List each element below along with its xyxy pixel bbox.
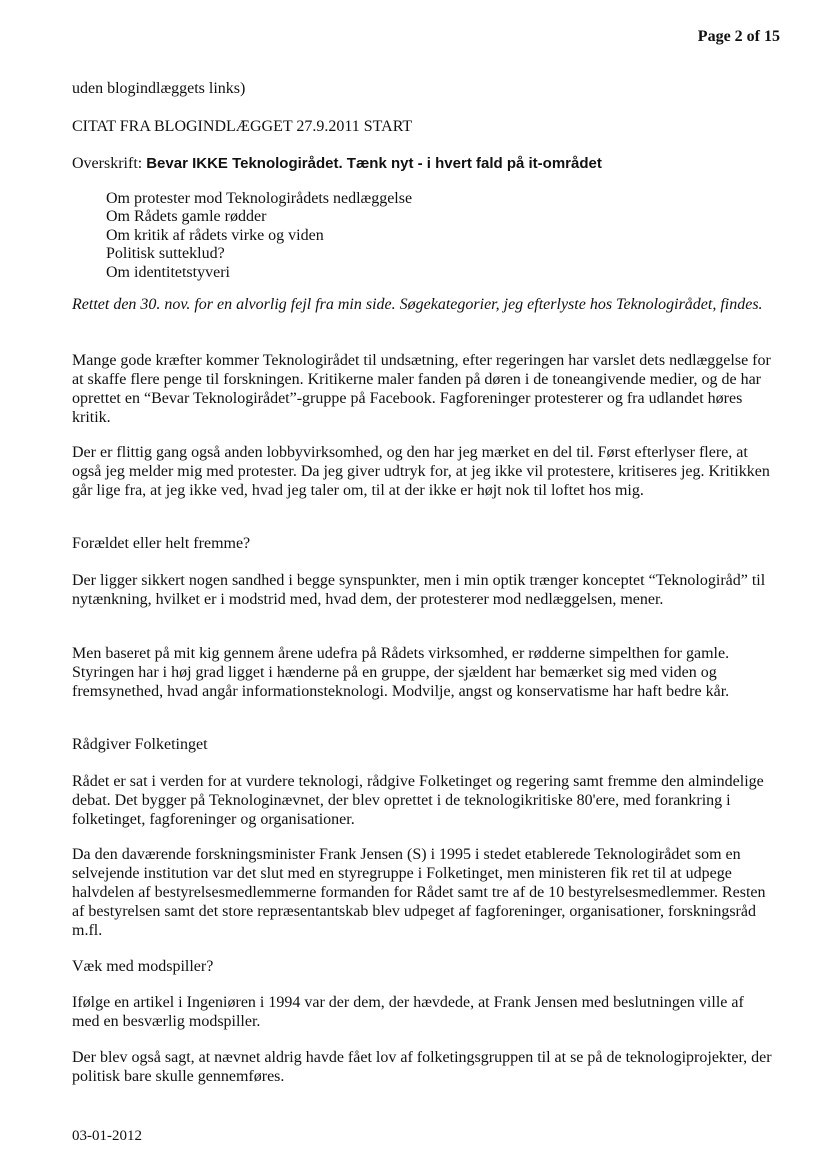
intro-line: uden blogindlæggets links): [72, 80, 246, 97]
paragraph: Der er flittig gang også anden lobbyvirksomhed, og den har jeg mærket en del til. Først efterlyser flere, at også jeg melder mig med protester. Da jeg giver udtryk for, at jeg ikke vil protestere, kritiseres jeg. Kritikken går lige fra, at jeg ikke ved, hvad jeg taler om, til at der ikke er højt nok til loftet hos mig.: [72, 444, 770, 499]
section-heading: Forældet eller helt fremme?: [72, 535, 251, 552]
topic-link[interactable]: Om Rådets gamle rødder: [106, 208, 267, 226]
page-number: Page 2 of 15: [697, 28, 780, 45]
paragraph: Rådet er sat i verden for at vurdere teknologi, rådgive Folketinget og regering samt fremme den almindelige debat. Det bygger på Teknologinævnet, der blev oprettet i de teknologikritiske 80'ere, med forankring i folketinget, fagforeninger og organisationer.: [72, 773, 764, 828]
headline-prefix: Overskrift:: [72, 155, 147, 172]
topic-link[interactable]: Om identitetstyveri: [106, 263, 230, 281]
topic-link[interactable]: Om kritik af rådets virke og viden: [106, 226, 324, 244]
topic-link[interactable]: Om protester mod Teknologirådets nedlæggelse: [106, 190, 413, 207]
paragraph: Der blev også sagt, at nævnet aldrig havde fået lov af folketingsgruppen til at se på de teknologiprojekter, der politisk bare skulle gennemføres.: [72, 1049, 772, 1085]
paragraph: Mange gode kræfter kommer Teknologirådet til undsætning, efter regeringen har varslet dets nedlæggelse for at skaffe flere penge til forskningen. Kritikerne maler fanden på døren i de toneangivende medier, og de har oprettet en “Bevar Teknologirådet”-gruppe på Facebook. Fagforeninger protesterer og fra udlandet høres kritik.: [72, 352, 771, 426]
correction-note: Rettet den 30. nov. for en alvorlig fejl fra min side. Søgekategorier, jeg efterlyste hos Teknologirådet, findes.: [72, 296, 763, 313]
paragraph: Der ligger sikkert nogen sandhed i begge synspunkter, men i min optik trænger konceptet “Teknologiråd” til nytænkning, hvilket er i modstrid med, hvad dem, der protesterer mod nedlæggelsen, mener.: [72, 572, 766, 608]
footer-date: 03-01-2012: [72, 1128, 142, 1144]
paragraph: Ifølge en artikel i Ingeniøren i 1994 var der dem, der hævdede, at Frank Jensen med beslutningen ville af med en besværlig modspiller.: [72, 994, 744, 1030]
section-heading: Rådgiver Folketinget: [72, 736, 208, 753]
headline: [72, 155, 772, 174]
topic-link[interactable]: Politisk sutteklud?: [106, 245, 225, 263]
topic-list: [106, 190, 412, 282]
paragraph: Da den daværende forskningsminister Frank Jensen (S) i 1995 i stedet etablerede Teknologirådet som en selvejende institution var det slut med en styregruppe i Folketinget, men ministeren fik ret til at udpege halvdelen af bestyrelsesmedlemmerne formanden for Rådet samt tre af de 10 bestyrelsesmedlemmer. Resten af bestyrelsen samt det store repræsentantskab blev udpeget af fagforeninger, organisationer, forskningsråd m.fl.: [72, 846, 766, 939]
quote-start-marker: CITAT FRA BLOGINDLÆGGET 27.9.2011 START: [72, 118, 413, 135]
headline-title: Bevar IKKE Teknologirådet. Tænk nyt - i hvert fald på it-området: [146, 155, 602, 172]
paragraph: Men baseret på mit kig gennem årene udefra på Rådets virksomhed, er rødderne simpelthen for gamle. Styringen har i høj grad ligget i hænderne på en gruppe, der sjældent har bemærket sig med viden og fremsynethed, hvad angår informationsteknologi. Modvilje, angst og konservatisme har haft bedre kår.: [72, 645, 730, 700]
section-heading: Væk med modspiller?: [72, 958, 214, 975]
